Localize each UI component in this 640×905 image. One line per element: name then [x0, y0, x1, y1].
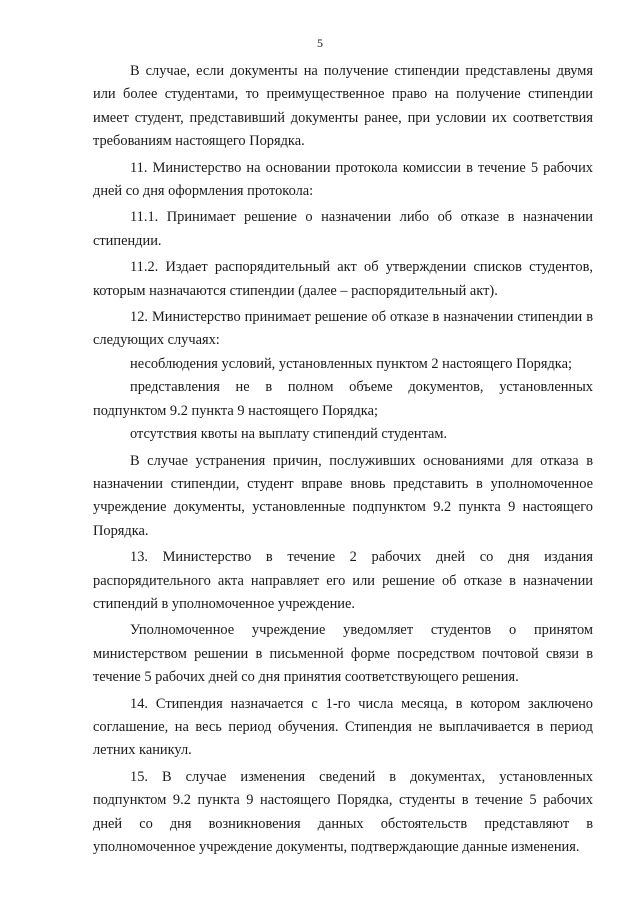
- paragraph-priority-right: В случае, если документы на получение стипендии представлены двумя или более студентами, то преимущественное право на получение стипендии имеет студент, представивший документы ранее, при условии их соответствия требованиям настоящего Порядка.: [93, 63, 593, 150]
- paragraph-11-2: 11.2. Издает распорядительный акт об утверждении списков студентов, которым назначаются стипендии (далее – распорядительный акт).: [93, 259, 593, 299]
- paragraph-13: 13. Министерство в течение 2 рабочих дней со дня издания распорядительного акта направляет его или решение об отказе в назначении стипендий в уполномоченное учреждение.: [93, 549, 593, 612]
- paragraph-11-1: 11.1. Принимает решение о назначении либо об отказе в назначении стипендии.: [93, 209, 593, 249]
- paragraph-14: 14. Стипендия назначается с 1-го числа месяца, в котором заключено соглашение, на весь период обучения. Стипендия не выплачивается в период летних каникул.: [93, 695, 593, 759]
- paragraph-15: 15. В случае изменения сведений в документах, установленных подпунктом 9.2 пункта 9 настоящего Порядка, студенты в течение 5 рабочих дней со дня возникновения данных обстоятельств представляют в уполномоченное учреждение документы, подтверждающие данные изменения.: [93, 768, 593, 855]
- refusal-reason-3: отсутствия квоты на выплату стипендий студентам.: [130, 426, 448, 443]
- document-body: [93, 60, 593, 859]
- paragraph-reapply: В случае устранения причин, послуживших основаниями для отказа в назначении стипендии, студент вправе вновь представить в уполномоченное учреждение документы, установленные подпунктом 9.2 пункта 9 настоящего Порядка.: [93, 452, 593, 539]
- page-number: 5: [317, 36, 323, 50]
- paragraph-12: 12. Министерство принимает решение об отказе в назначении стипендии в следующих случаях:: [93, 309, 593, 349]
- refusal-reason-1: несоблюдения условий, установленных пунктом 2 настоящего Порядка;: [130, 355, 572, 372]
- paragraph-11: 11. Министерство на основании протокола комиссии в течение 5 рабочих дней со дня оформления протокола:: [93, 159, 593, 200]
- paragraph-notification: Уполномоченное учреждение уведомляет студентов о принятом министерством решении в письменной форме посредством почтовой связи в течение 5 рабочих дней со дня принятия соответствующего решения.: [93, 622, 593, 686]
- refusal-reason-2: представления не в полном объеме документов, установленных подпунктом 9.2 пункта 9 настоящего Порядка;: [93, 379, 593, 419]
